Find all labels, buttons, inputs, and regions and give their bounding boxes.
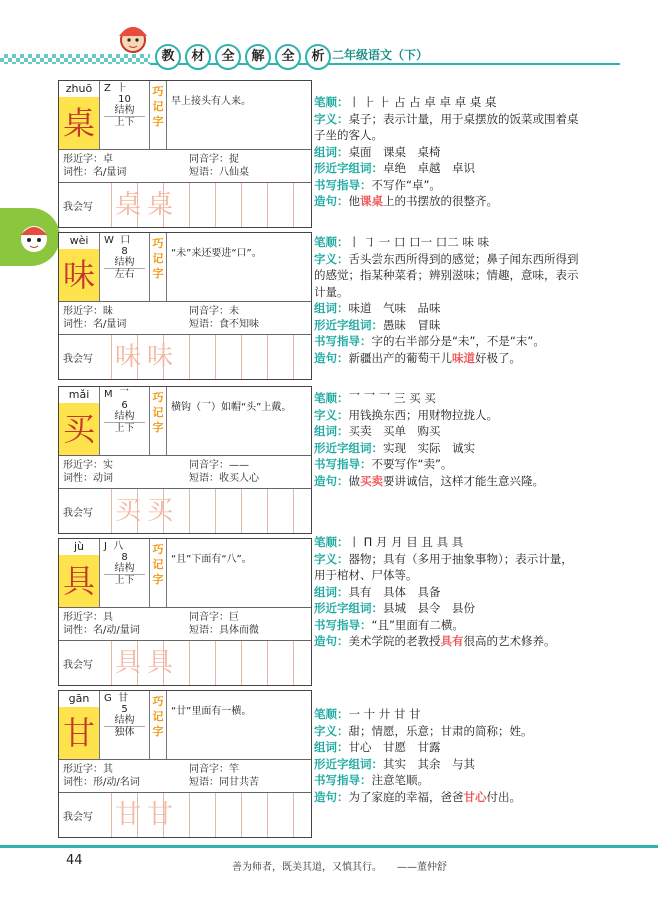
homophone: 同音字：未 [189, 306, 239, 317]
stroke-order: 乛 乛 乛 三 买 买 [348, 391, 436, 405]
sentence-highlight: 具有 [440, 634, 464, 648]
stroke-order: 丨 Π 月 月 目 且 具 具 [348, 535, 464, 549]
phrase: 短语：八仙桌 [189, 167, 249, 178]
sentence-post: 要讲诚信，这样才能生意兴隆。 [383, 473, 544, 488]
meaning-label: 字义： [314, 407, 349, 422]
memory-tip: “且”下面有“八”。 [171, 554, 252, 565]
similar-char: 形近字：具 [63, 612, 113, 623]
writing-guide-label: 书写指导： [314, 177, 372, 192]
char-notes [314, 534, 582, 650]
char-card [58, 690, 312, 838]
structure-label: 结构 [104, 715, 145, 727]
practice-grid[interactable]: 甘甘 [111, 793, 311, 837]
big-char: 买 [59, 403, 99, 455]
stroke-count: 5 [121, 704, 128, 715]
writing-guide-label: 书写指导： [314, 617, 372, 632]
char-card [58, 80, 312, 228]
sentence-highlight: 甘心 [463, 789, 487, 804]
sentence-label: 造句： [314, 350, 349, 365]
similar-words: 实现 实际 诚实 [383, 440, 475, 455]
side-tab [0, 208, 60, 266]
book-title [155, 44, 331, 70]
title-char: 析 [305, 44, 331, 70]
sentence-post: 好极了。 [475, 350, 521, 365]
write-label: 我会写 [63, 811, 93, 823]
structure: 左右 [114, 269, 135, 280]
words: 甘心 甘愿 甘露 [348, 740, 441, 754]
stroke-count: 8 [121, 246, 128, 257]
similar-words: 其实 其余 与其 [383, 756, 475, 771]
meaning-label: 字义： [314, 723, 349, 738]
meaning-label: 字义： [314, 551, 349, 566]
similar-words: 愚昧 冒昧 [383, 317, 441, 332]
sentence-pre: 美术学院的老教授 [348, 634, 441, 648]
stroke-order-label: 笔顺： [314, 235, 349, 249]
title-char: 解 [245, 44, 271, 70]
initial: M [104, 389, 113, 400]
part-of-speech: 词性：名/量词 [63, 167, 127, 178]
tip-label: 巧记字 [150, 233, 167, 301]
sentence-label: 造句： [314, 473, 349, 488]
stroke-order: 一 十 廾 甘 甘 [348, 707, 421, 721]
mascot-face-icon [14, 217, 54, 257]
stroke-count: 8 [121, 552, 128, 563]
stroke-order-label: 笔顺： [314, 707, 349, 721]
sentence-highlight: 味道 [452, 350, 475, 365]
phrase: 短语：具体而微 [189, 625, 259, 636]
similar-words-label: 形近字组词： [314, 601, 383, 615]
sentence-label: 造句： [314, 194, 349, 208]
pinyin: wèi [59, 233, 99, 250]
stroke-order: 丨 ⺊ ⺊ 占 占 卓 卓 卓 桌 桌 [348, 95, 497, 109]
pinyin: zhuō [59, 81, 99, 98]
title-char: 材 [185, 44, 211, 70]
stroke-order-label: 笔顺： [314, 95, 349, 109]
page-number: 44 [66, 853, 83, 868]
big-char: 甘 [59, 707, 99, 759]
tip-label: 巧记字 [150, 81, 167, 149]
writing-guide-label: 书写指导： [314, 457, 372, 471]
char-notes [314, 234, 582, 366]
tip-label: 巧记字 [150, 691, 167, 759]
footer-quote: 善为师者，既美其道，又慎其行。 ——董仲舒 [232, 862, 447, 873]
initial: Z [104, 83, 111, 94]
pinyin: jù [59, 539, 99, 556]
pinyin: gān [59, 691, 99, 708]
memory-tip: “廿”里面有一横。 [171, 706, 252, 717]
words-label: 组词： [314, 144, 349, 159]
initial: W [104, 235, 114, 246]
meaning-label: 字义： [314, 111, 349, 126]
sentence-highlight: 买卖 [360, 473, 383, 488]
structure: 上下 [114, 575, 135, 586]
words-label: 组词： [314, 740, 349, 754]
stroke-order-label: 笔顺： [314, 535, 349, 549]
big-char: 具 [59, 555, 99, 607]
sentence-post: 付出。 [486, 789, 521, 804]
structure-label: 结构 [104, 411, 145, 423]
similar-char: 形近字：昧 [63, 306, 113, 317]
sentence-label: 造句： [314, 634, 349, 648]
meaning: 用钱换东西；用财物拉拢人。 [348, 407, 498, 422]
mascot-icon [111, 18, 155, 62]
char-notes [314, 94, 582, 210]
similar-char: 形近字：其 [63, 764, 113, 775]
sentence-pre: 新疆出产的葡萄干儿 [348, 350, 452, 365]
stroke-count: 10 [118, 94, 131, 105]
meaning: 桌子；表示计量，用于桌摆放的饭菜或围着桌子坐的客人。 [314, 111, 579, 142]
similar-char: 形近字：卓 [63, 154, 113, 165]
char-notes [314, 390, 582, 489]
pinyin: mǎi [59, 387, 99, 404]
structure: 上下 [114, 423, 135, 434]
radical: 乛 [119, 389, 129, 400]
structure-label: 结构 [104, 257, 145, 269]
write-label: 我会写 [63, 201, 93, 213]
memory-tip: 早上接头有人来。 [171, 96, 251, 107]
writing-guide-label: 书写指导： [314, 334, 372, 348]
radical: ⺊ [117, 83, 128, 94]
memory-tip: 横钩（乛）如帽“头”上戴。 [171, 402, 292, 413]
homophone: 同音字：竿 [189, 764, 239, 775]
similar-char: 形近字：实 [63, 460, 113, 471]
radical: 口 [120, 235, 131, 246]
sentence-post: 上的书摆放的很整齐。 [383, 194, 498, 208]
practice-grid[interactable]: 桌桌 [111, 183, 311, 227]
words: 味道 气味 品味 [348, 301, 441, 315]
words-label: 组词： [314, 584, 349, 599]
words: 桌面 课桌 桌椅 [348, 144, 441, 159]
structure-label: 结构 [104, 105, 145, 117]
footer-line [0, 845, 658, 848]
meaning: 甜；情愿，乐意；甘肃的简称；姓。 [348, 723, 533, 738]
writing-guide: 注意笔顺。 [371, 773, 429, 787]
writing-guide: 字的右半部分是“未”，不是“末”。 [371, 334, 545, 348]
char-card [58, 232, 312, 380]
words-label: 组词： [314, 301, 349, 315]
char-notes [314, 706, 582, 805]
big-char: 味 [59, 249, 99, 301]
radical: 八 [113, 541, 124, 552]
title-char: 教 [155, 44, 181, 70]
part-of-speech: 词性：形/动/名词 [63, 777, 140, 788]
big-char: 桌 [59, 97, 99, 149]
practice-grid[interactable]: 买买 [111, 489, 311, 533]
tip-label: 巧记字 [150, 539, 167, 607]
write-label: 我会写 [63, 507, 93, 519]
part-of-speech: 词性：动词 [63, 473, 113, 484]
sentence-label: 造句： [314, 789, 349, 804]
char-card [58, 538, 312, 686]
homophone: 同音字：捉 [189, 154, 239, 165]
meaning-label: 字义： [314, 251, 349, 266]
similar-words: 县城 县令 县份 [383, 601, 475, 615]
meaning: 舌头尝东西所得到的感觉；鼻子闻东西所得到的感觉；指某种菜肴；辨别滋味；情趣，意味，表示计量。 [314, 251, 579, 299]
sentence-highlight: 课桌 [360, 194, 383, 208]
similar-words-label: 形近字组词： [314, 756, 383, 771]
sentence-post: 很高的艺术修养。 [463, 634, 556, 648]
structure: 上下 [114, 117, 135, 128]
structure-label: 结构 [104, 563, 145, 575]
header-band [0, 0, 658, 70]
initial: J [104, 541, 107, 552]
practice-grid[interactable]: 具具 [111, 641, 311, 685]
memory-tip: “未”来还要进“口”。 [171, 248, 262, 259]
phrase: 短语：食不知味 [189, 319, 259, 330]
words: 具有 具体 具备 [348, 584, 441, 599]
phrase: 短语：收买人心 [189, 473, 259, 484]
title-char: 全 [215, 44, 241, 70]
practice-grid[interactable]: 味味 [111, 335, 311, 379]
radical: 甘 [118, 693, 129, 704]
write-label: 我会写 [63, 659, 93, 671]
words: 买卖 买单 购买 [348, 424, 441, 438]
part-of-speech: 词性：名/动/量词 [63, 625, 140, 636]
stroke-order-label: 笔顺： [314, 391, 349, 405]
homophone: 同音字：巨 [189, 612, 239, 623]
part-of-speech: 词性：名/量词 [63, 319, 127, 330]
stroke-count: 6 [121, 400, 128, 411]
sentence-pre: 为了家庭的幸福，爸爸 [348, 789, 464, 804]
grade-label: 二年级语文（下） [332, 48, 429, 62]
title-char: 全 [275, 44, 301, 70]
similar-words-label: 形近字组词： [314, 440, 383, 455]
tip-label: 巧记字 [150, 387, 167, 455]
sentence-pre: 做 [348, 473, 360, 488]
words-label: 组词： [314, 424, 349, 438]
similar-words-label: 形近字组词： [314, 161, 383, 175]
write-label: 我会写 [63, 353, 93, 365]
similar-words: 卓绝 卓越 卓识 [383, 161, 475, 175]
similar-words-label: 形近字组词： [314, 317, 383, 332]
homophone: 同音字：—— [189, 460, 249, 471]
writing-guide: 不写作“卓”。 [371, 177, 441, 192]
structure: 独体 [114, 727, 135, 738]
writing-guide: “且”里面有二横。 [371, 617, 464, 632]
writing-guide: 不要写作“卖”。 [371, 457, 453, 471]
stroke-order: 丨 ㇆ 一 口 口一 口二 味 味 [348, 235, 490, 249]
meaning: 器物；具有（多用于抽象事物）；表示计量，用于棺材、尸体等。 [314, 551, 573, 582]
char-card [58, 386, 312, 534]
sentence-pre: 他 [348, 194, 360, 208]
writing-guide-label: 书写指导： [314, 773, 372, 787]
initial: G [104, 693, 112, 704]
phrase: 短语：同甘共苦 [189, 777, 259, 788]
